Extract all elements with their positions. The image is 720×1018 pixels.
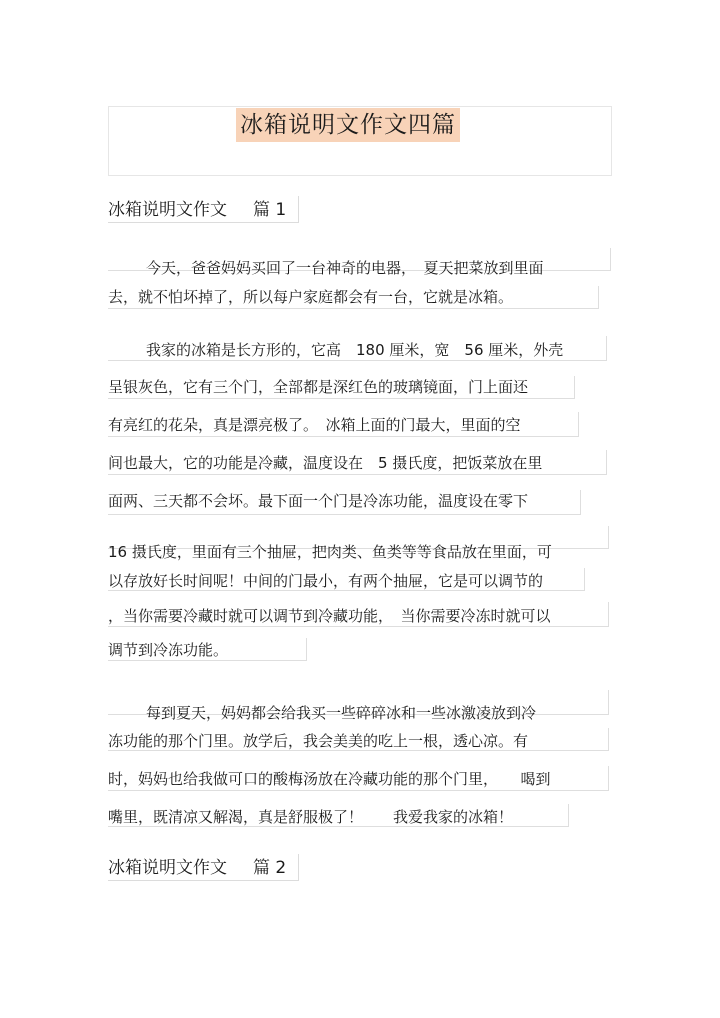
- section-heading-text: 冰箱说明文作文: [108, 200, 227, 220]
- body-line: ，当你需要冷藏时就可以调节到冷藏功能， 当你需要冷冻时就可以: [108, 607, 551, 625]
- body-line: 面两、三天都不会坏。最下面一个门是冷冻功能，温度设在零下: [108, 492, 529, 510]
- body-line: 去，就不怕坏掉了，所以每户家庭都会有一台，它就是冰箱。: [108, 288, 514, 306]
- body-line: 时，妈妈也给我做可口的酸梅汤放在冷藏功能的那个门里， 喝到: [108, 770, 551, 788]
- document-title: 冰箱说明文作文四篇: [236, 108, 460, 142]
- body-line: 嘴里，既清凉又解渴，真是舒服极了！ 我爱我家的冰箱！: [108, 808, 514, 826]
- section-number: 篇 2: [253, 858, 287, 878]
- body-line: 每到夏天，妈妈都会给我买一些碎碎冰和一些冰激凌放到冷: [146, 704, 537, 722]
- body-line: 呈银灰色，它有三个门，全部都是深红色的玻璃镜面，门上面还: [108, 378, 529, 396]
- body-line: 冻功能的那个门里。放学后，我会美美的吃上一根，透心凉。有: [108, 732, 529, 750]
- body-line: 今天，爸爸妈妈买回了一台神奇的电器， 夏天把菜放到里面: [146, 259, 544, 277]
- body-line: 以存放好长时间呢！中间的门最小，有两个抽屉，它是可以调节的: [108, 572, 544, 590]
- body-line: 有亮红的花朵，真是漂亮极了。 冰箱上面的门最大，里面的空: [108, 416, 521, 434]
- body-line: 调节到冷冻功能。: [108, 641, 229, 659]
- body-line: 16 摄氏度，里面有三个抽屉，把肉类、鱼类等等食品放在里面，可: [108, 543, 552, 561]
- body-line: 间也最大，它的功能是冷藏，温度设在 5 摄氏度，把饭菜放在里: [108, 454, 543, 472]
- section-number: 篇 1: [253, 200, 287, 220]
- section-heading-2: [108, 856, 286, 880]
- body-line: 我家的冰箱是长方形的，它高 180 厘米，宽 56 厘米，外壳: [146, 341, 564, 359]
- section-heading-1: [108, 198, 286, 222]
- section-heading-text: 冰箱说明文作文: [108, 858, 227, 878]
